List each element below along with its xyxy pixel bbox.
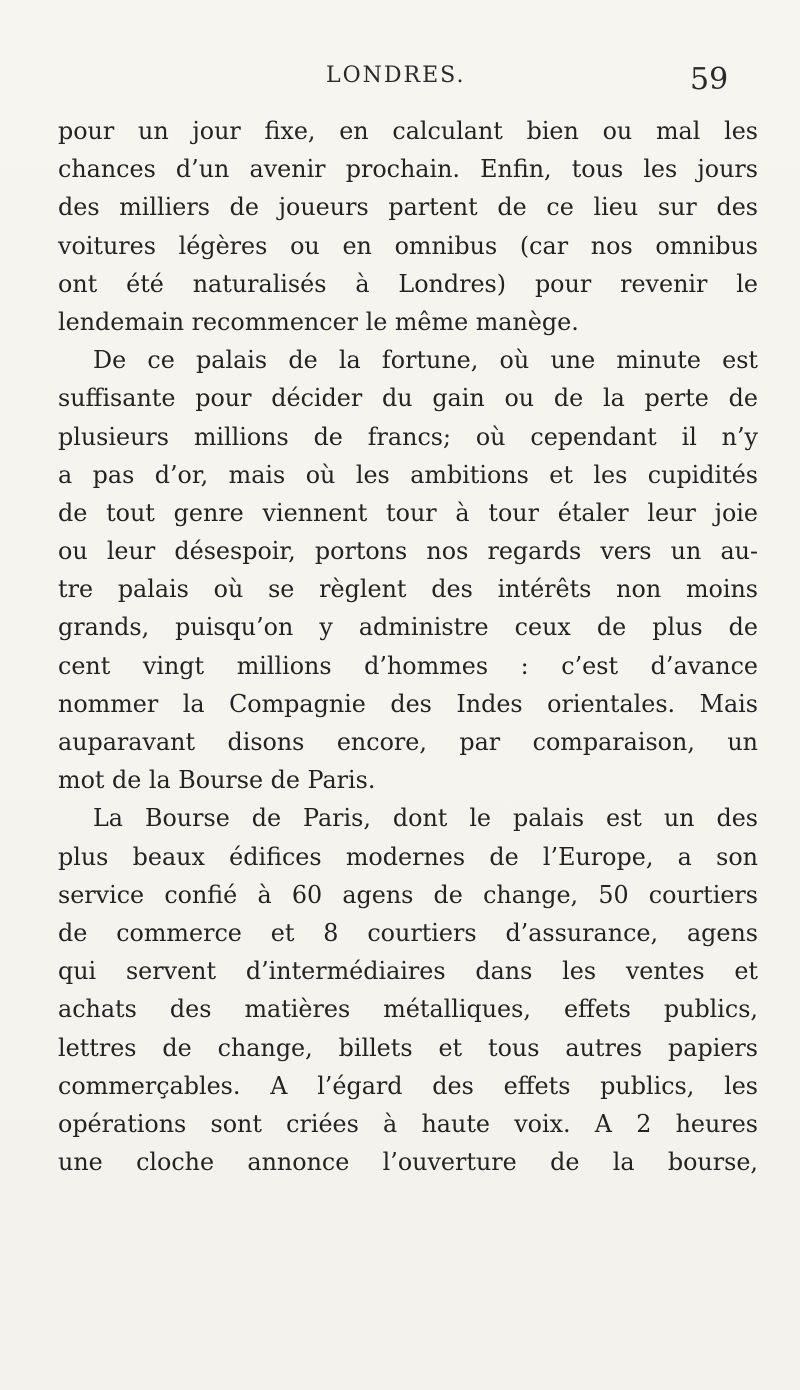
running-title: LONDRES. (326, 63, 466, 88)
text-line: mot de la Bourse de Paris. (58, 766, 376, 795)
text-line: voitures légères ou en omnibus (car nos omnibus (58, 231, 758, 260)
text-line: auparavant disons encore, par comparaison, un (58, 728, 758, 756)
text-line: nommer la Compagnie des Indes orientales. Mais (58, 689, 758, 718)
text-line: plusieurs millions de francs; où cependant il n’y (58, 422, 758, 451)
text-line: tre palais où se règlent des intérêts non moins (58, 575, 758, 604)
text-line: chances d’un avenir prochain. Enfin, tous les jours (58, 155, 758, 184)
text-line: suffisante pour décider du gain ou de la perte de (58, 384, 758, 413)
body-text (58, 112, 758, 1181)
text-line: ont été naturalisés à Londres) pour revenir le (58, 269, 758, 298)
text-line: qui servent d’intermédiaires dans les ventes et (58, 957, 758, 986)
text-line: une cloche annonce l’ouverture de la bourse, (58, 1148, 758, 1177)
text-line: de commerce et 8 courtiers d’assurance, agens (58, 918, 758, 947)
text-line: La Bourse de Paris, dont le palais est un des (93, 804, 758, 833)
running-head (0, 62, 800, 102)
text-line: grands, puisqu’on y administre ceux de plus de (58, 613, 758, 642)
text-line: De ce palais de la fortune, où une minute est (93, 346, 758, 375)
text-line: cent vingt millions d’hommes : c’est d’avance (58, 651, 758, 680)
text-line: de tout genre viennent tour à tour étaler leur joie (58, 498, 758, 527)
text-line: a pas d’or, mais où les ambitions et les cupidités (58, 460, 758, 489)
text-line: lettres de change, billets et tous autres papiers (58, 1033, 758, 1062)
text-line: plus beaux édifices modernes de l’Europe, a son (58, 842, 758, 871)
text-line: service confié à 60 agens de change, 50 courtiers (58, 880, 758, 909)
text-line: ou leur désespoir, portons nos regards vers un au- (58, 537, 758, 566)
page-number: 59 (690, 62, 729, 97)
text-line: commerçables. A l’égard des effets publics, les (58, 1071, 758, 1100)
text-line: lendemain recommencer le même manège. (58, 307, 579, 336)
text-line: des milliers de joueurs partent de ce lieu sur des (58, 193, 758, 222)
text-line: achats des matières métalliques, effets publics, (58, 995, 758, 1024)
text-line: pour un jour fixe, en calculant bien ou mal les (58, 117, 758, 145)
text-line: opérations sont criées à haute voix. A 2 heures (58, 1109, 758, 1138)
